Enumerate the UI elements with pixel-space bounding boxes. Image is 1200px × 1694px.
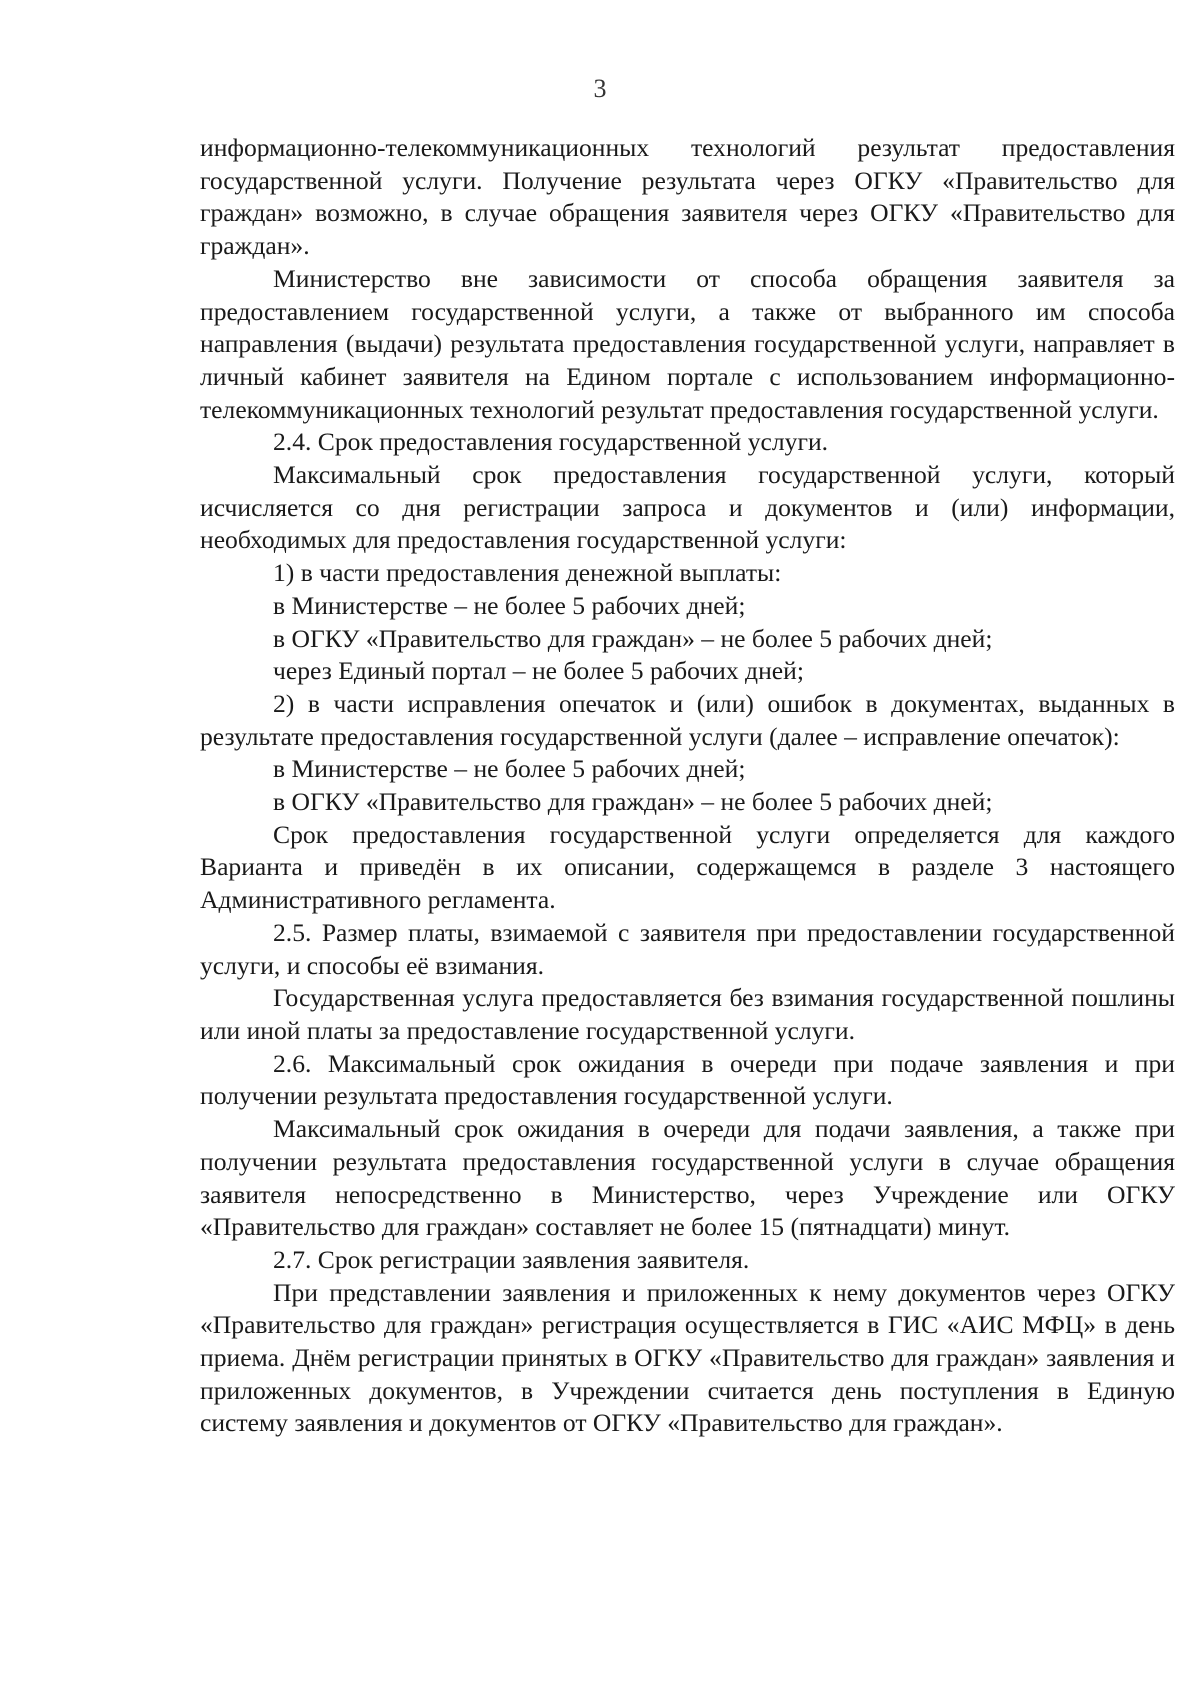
paragraph: Максимальный срок ожидания в очереди для подачи заявления, а также при получении результата предоставления государственной услуги в случае обращения заявителя непосредственно в Министерство, через Учреждение или ОГКУ «Правительство для граждан» составляет не более 15 (пятнадцати) минут. bbox=[200, 1114, 1175, 1242]
list-item: через Единый портал – не более 5 рабочих дней; bbox=[273, 656, 804, 686]
section-heading: 2.4. Срок предоставления государственной услуги. bbox=[273, 427, 829, 457]
section-heading: 2.7. Срок регистрации заявления заявителя. bbox=[273, 1244, 750, 1274]
section-heading: 2.5. Размер платы, взимаемой с заявителя при предоставлении государственной услуги, и способы её взимания. bbox=[200, 917, 1175, 980]
list-item: в Министерстве – не более 5 рабочих дней; bbox=[273, 590, 746, 620]
paragraph: При представлении заявления и приложенных к нему документов через ОГКУ «Правительство для граждан» регистрация осуществляется в ГИС «АИС МФЦ» в день приема. Днём регистрации принятых в ОГКУ «Правительство для граждан» заявления и приложенных документов, в Учреждении считается день поступления в Единую систему заявления и документов от ОГКУ «Правительство для граждан». bbox=[200, 1277, 1175, 1438]
list-item: в ОГКУ «Правительство для граждан» – не более 5 рабочих дней; bbox=[273, 787, 993, 817]
document-body bbox=[200, 132, 1175, 1440]
section-heading: 2.6. Максимальный срок ожидания в очереди при подаче заявления и при получении результата предоставления государственной услуги. bbox=[200, 1048, 1175, 1111]
list-item: в ОГКУ «Правительство для граждан» – не более 5 рабочих дней; bbox=[273, 623, 993, 653]
paragraph: Максимальный срок предоставления государственной услуги, который исчисляется со дня регистрации запроса и документов и (или) информации, необходимых для предоставления государственной услуги: bbox=[200, 460, 1175, 555]
paragraph: Министерство вне зависимости от способа обращения заявителя за предоставлением государственной услуги, а также от выбранного им способа направления (выдачи) результата предоставления государственной услуги, направляет в личный кабинет заявителя на Едином портале с использованием информационно-телекоммуникационных технологий результат предоставления государственной услуги. bbox=[200, 263, 1175, 424]
paragraph: информационно-телекоммуникационных технологий результат предоставления государственной услуги. Получение результата через ОГКУ «Правительство для граждан» возможно, в случае обращения заявителя через ОГКУ «Правительство для граждан». bbox=[200, 133, 1175, 261]
list-item: в Министерстве – не более 5 рабочих дней; bbox=[273, 754, 746, 784]
page-number: 3 bbox=[593, 74, 607, 103]
list-item: 1) в части предоставления денежной выплаты: bbox=[273, 558, 782, 588]
list-item: 2) в части исправления опечаток и (или) ошибок в документах, выданных в результате предоставления государственной услуги (далее – исправление опечаток): bbox=[200, 688, 1175, 751]
paragraph: Срок предоставления государственной услуги определяется для каждого Варианта и приведён в их описании, содержащемся в разделе 3 настоящего Административного регламента. bbox=[200, 819, 1175, 915]
paragraph: Государственная услуга предоставляется без взимания государственной пошлины или иной платы за предоставление государственной услуги. bbox=[200, 983, 1175, 1045]
